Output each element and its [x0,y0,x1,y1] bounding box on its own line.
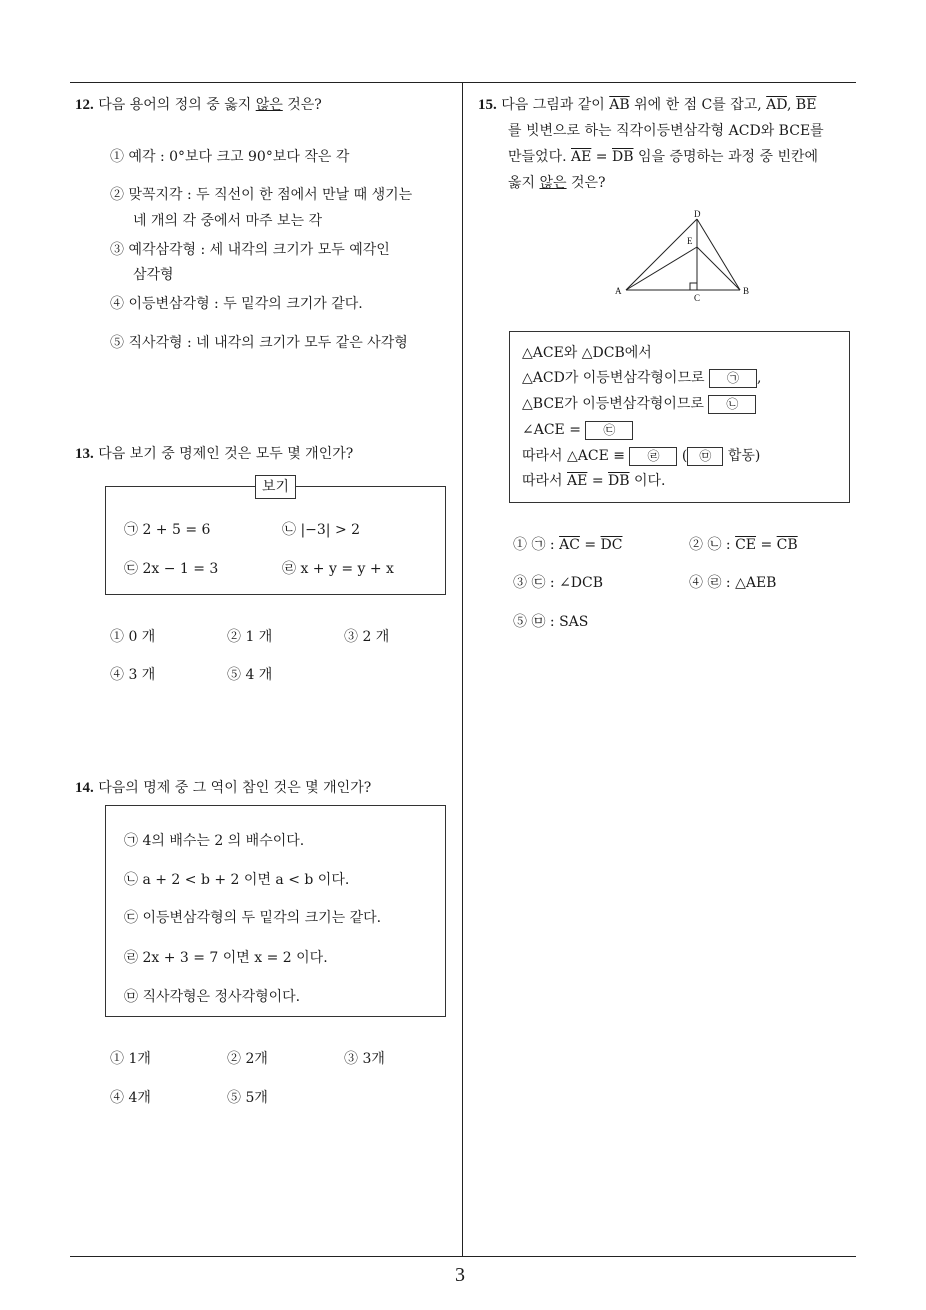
q15-seg-ab: $\overline{AB}$ [609,97,630,113]
label-d: D [694,209,701,219]
q15-line-2: 를 빗변으로 하는 직각이등변삼각형 ACD와 BCE를 [508,123,824,139]
q15-line4-underlined: 않은 [539,175,567,191]
proof-line-4 [522,420,633,440]
q14-option-2[interactable]: ② 2개 [227,1051,268,1067]
q13-item-4: ㉣ x + y = y + x [282,561,394,577]
segment-db [697,219,740,290]
q14-item-4: ㉣ 2x + 3 = 7 이면 x = 2 이다. [124,950,328,966]
q12-option-1[interactable]: ① 예각 : 0°보다 크고 90°보다 작은 각 [110,149,350,165]
q15-line-4 [478,170,858,196]
proof-line-2-text: △ACD가 이등변삼각형이므로 [522,370,705,386]
q12-option-2-cont: 네 개의 각 중에서 마주 보는 각 [133,213,322,229]
bottom-rule [70,1256,856,1257]
q12-stem [75,92,322,118]
q13-item-1: ㉠ 2 + 5 = 6 [124,522,211,538]
q13-stem [75,441,353,467]
q12-option-3-cont: 삼각형 [133,267,174,283]
q15-seg-be: $\overline{BE}$ [795,97,817,113]
proof-seg-ae: $\overline{AE}$ [567,473,588,489]
q15-option-3[interactable]: ③ ㉢ : ∠DCB [513,575,604,591]
q14-item-5: ㉤ 직사각형은 정사각형이다. [124,989,301,1005]
q13-option-3[interactable]: ③ 2 개 [344,629,390,645]
q12-text-b: 것은? [282,97,322,113]
q12-option-2[interactable]: ② 맞꼭지각 : 두 직선이 한 점에서 만날 때 생기는 [110,187,413,203]
q15-line4-b: 것은? [566,175,606,191]
proof-line-6 [522,471,665,491]
proof-line-1: △ACE와 △DCB에서 [522,345,652,361]
q15-line3-b: 임을 증명하는 과정 중 빈칸에 [633,149,819,165]
label-c: C [694,293,701,303]
q15-option-2-eq: = [756,537,777,553]
q15-stem [478,92,858,196]
q14-text: 다음의 명제 중 그 역이 참인 것은 몇 개인가? [98,780,372,796]
q13-option-4[interactable]: ④ 3 개 [110,667,156,683]
q15-option-2-seg2: $\overline{CB}$ [776,537,798,553]
q15-option-1-seg2: $\overline{DC}$ [600,537,623,553]
blank-3[interactable]: ㉢ [585,421,633,440]
blank-1[interactable]: ㉠ [709,369,757,388]
blank-4[interactable]: ㉣ [629,447,677,466]
q15-option-2[interactable] [689,535,798,555]
q14-number: 14. [75,780,94,796]
q15-option-1[interactable] [513,535,622,555]
q12-text-underlined: 않은 [255,97,283,113]
column-divider [462,82,463,1257]
page-number: 3 [455,1264,465,1286]
q15-line4-a: 옳지 [508,175,540,191]
q15-option-4[interactable]: ④ ㉣ : △AEB [689,575,777,591]
q15-line1-a: 다음 그림과 같이 [501,97,610,113]
q15-seg-ad: $\overline{AD}$ [766,97,788,113]
proof-line-4-text: ∠ACE = [522,422,581,438]
segment-ae [626,247,697,290]
proof-line-3-text: △BCE가 이등변삼각형이므로 [522,396,704,412]
q14-item-2: ㉡ a + 2 < b + 2 이면 a < b 이다. [124,872,350,888]
q12-number: 12. [75,97,94,113]
q13-option-5[interactable]: ⑤ 4 개 [227,667,273,683]
q12-option-5[interactable]: ⑤ 직사각형 : 네 내각의 크기가 모두 같은 사각형 [110,335,408,351]
q15-option-1-label: ① ㉠ : [513,537,560,553]
proof-line-5-text: 따라서 △ACE ≡ [522,448,626,464]
q13-text: 다음 보기 중 명제인 것은 모두 몇 개인가? [98,446,354,462]
q13-option-2[interactable]: ② 1 개 [227,629,273,645]
q15-option-2-label: ② ㉡ : [689,537,736,553]
q15-comma: , [787,97,796,113]
label-a: A [615,286,622,296]
q14-option-4[interactable]: ④ 4개 [110,1090,151,1106]
q15-line-1 [478,92,858,118]
q15-eq: = [591,149,612,165]
q15-option-1-eq: = [579,537,601,553]
proof-line-2 [522,368,761,388]
q15-option-1-seg1: $\overline{AC}$ [559,537,580,553]
label-b: B [743,286,750,296]
right-angle-mark [690,283,697,290]
proof-line-6-a: 따라서 [522,473,568,489]
q15-seg-ae: $\overline{AE}$ [571,149,592,165]
q15-seg-db: $\overline{DB}$ [611,149,634,165]
q15-option-2-seg1: $\overline{CE}$ [735,537,757,553]
q14-option-5[interactable]: ⑤ 5개 [227,1090,268,1106]
segment-ad [626,219,697,290]
q15-number: 15. [478,97,497,113]
q15-triangle-figure [610,208,770,308]
q14-stem [75,775,371,801]
q13-box-label [255,475,296,499]
q14-option-1[interactable]: ① 1개 [110,1051,151,1067]
q12-text-a: 다음 용어의 정의 중 옳지 [98,97,256,113]
label-e: E [687,236,693,246]
proof-eq: = [587,473,609,489]
q15-line1-b: 위에 한 점 C를 잡고, [629,97,767,113]
q14-option-3[interactable]: ③ 3개 [344,1051,385,1067]
segment-eb [697,247,740,290]
proof-line-2-end: , [756,370,762,386]
q12-option-4[interactable]: ④ 이등변삼각형 : 두 밑각의 크기가 같다. [110,296,363,312]
q13-number: 13. [75,446,94,462]
blank-5[interactable]: ㉤ [687,447,723,466]
proof-line-5 [522,446,760,466]
proof-line-3 [522,394,756,414]
q13-item-2: ㉡ |−3| > 2 [282,522,361,538]
q13-item-3: ㉢ 2x − 1 = 3 [124,561,219,577]
proof-line-6-b: 이다. [629,473,666,489]
q13-option-1[interactable]: ① 0 개 [110,629,156,645]
q15-line-3 [478,144,858,170]
q14-item-1: ㉠ 4의 배수는 2 의 배수이다. [124,833,305,849]
proof-seg-db: $\overline{DB}$ [608,473,630,489]
blank-2[interactable]: ㉡ [708,395,756,414]
q15-option-5[interactable]: ⑤ ㉤ : SAS [513,614,589,630]
q14-item-3: ㉢ 이등변삼각형의 두 밑각의 크기는 같다. [124,910,382,926]
q13-box-label-text: 보기 [262,479,290,495]
q12-option-3[interactable]: ③ 예각삼각형 : 세 내각의 크기가 모두 예각인 [110,242,390,258]
proof-line-5-mid: ( [681,448,688,464]
q15-line3-a: 만들었다. [508,149,571,165]
proof-line-5-end: 합동) [727,448,761,464]
